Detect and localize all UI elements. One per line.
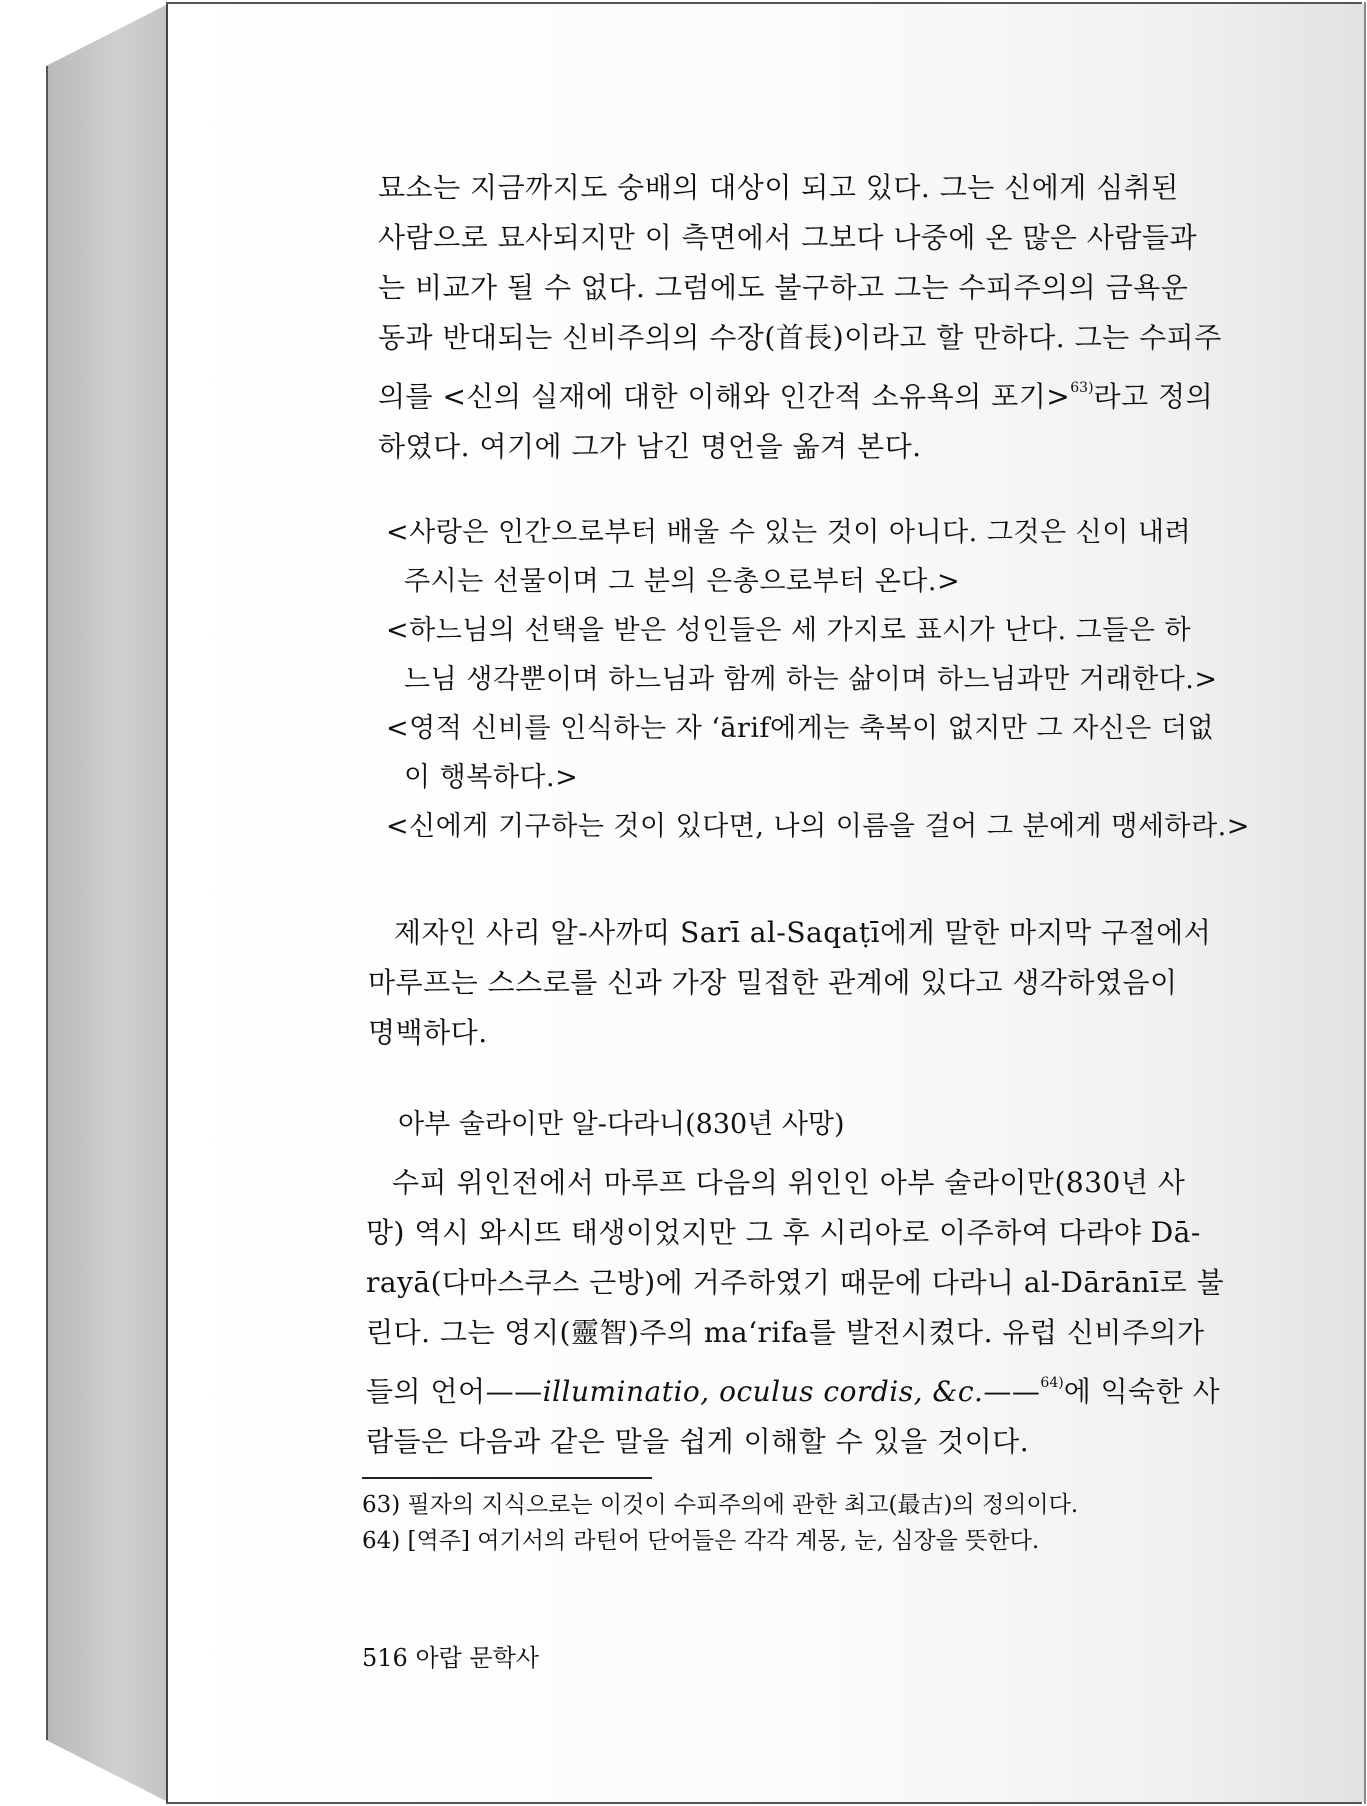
quote-line: 느님 생각뿐이며 하느님과 함께 하는 삶이며 하느님과만 거래한다.> [404, 664, 1218, 695]
paragraph-1-line: 묘소는 지금까지도 숭배의 대상이 되고 있다. 그는 신에게 심취된 [378, 171, 1179, 204]
book-spine-line [166, 4, 168, 1802]
page-footer [362, 1640, 539, 1676]
footnote-64: 64) [역주] 여기서의 라틴어 단어들은 각각 계몽, 눈, 심장을 뜻한다. [362, 1528, 1040, 1554]
quote-line: <영적 신비를 인식하는 자 ‘ārif에게는 축복이 없지만 그 자신은 더없 [386, 713, 1215, 744]
book-title: 아랍 문학사 [415, 1644, 540, 1672]
book-side-face [46, 4, 168, 1802]
quote-line: <하느님의 선택을 받은 성인들은 세 가지로 표시가 난다. 그들은 하 [386, 615, 1192, 646]
dash: —— [983, 1375, 1041, 1408]
footnote-ref-64[interactable]: 64) [1040, 1375, 1064, 1391]
paragraph-3-line: 린다. 그는 영지(靈智)주의 ma‘rifa를 발전시켰다. 유럽 신비주의가 [366, 1316, 1205, 1349]
book-side-edge [46, 66, 48, 1740]
page-number: 516 [362, 1644, 408, 1672]
line-text: 의를 <신의 실재에 대한 이해와 인간적 소유욕의 포기> [378, 380, 1071, 413]
paragraph-2 [368, 908, 1211, 1058]
quote-line: 주시는 선물이며 그 분의 은총으로부터 온다.> [404, 566, 961, 597]
quote-line: 이 행복하다.> [404, 762, 579, 793]
footnote-divider [362, 1477, 652, 1479]
line-text: 들의 언어—— [366, 1375, 543, 1408]
footnotes [362, 1487, 1078, 1559]
book-top-edge [166, 2, 1362, 4]
quote-line: <사랑은 인간으로부터 배울 수 있는 것이 아니다. 그것은 신이 내려 [386, 517, 1192, 548]
paragraph-1-line [378, 363, 1222, 422]
footnote-ref-63[interactable]: 63) [1070, 380, 1094, 396]
paragraph-3 [366, 1158, 1224, 1467]
paragraph-2-line: 명백하다. [368, 1016, 488, 1049]
paragraph-3-line [366, 1358, 1224, 1417]
line-text: 라고 정의 [1093, 380, 1214, 413]
quote-line: <신에게 기구하는 것이 있다면, 나의 이름을 걸어 그 분에게 맹세하라.> [386, 811, 1250, 842]
paragraph-2-line: 제자인 사리 알-사까띠 Sarī al-Saqaṭī에게 말한 마지막 구절에서 [394, 916, 1212, 949]
paragraph-3-line: rayā(다마스쿠스 근방)에 거주하였기 때문에 다라니 al-Dārānī로 불 [366, 1266, 1225, 1299]
section-heading: 아부 술라이만 알-다라니(830년 사망) [398, 1109, 845, 1140]
footnote-63: 63) 필자의 지식으로는 이것이 수피주의에 관한 최고(最古)의 정의이다. [362, 1492, 1079, 1518]
line-text: 에 익숙한 사 [1063, 1375, 1221, 1408]
paragraph-1-line: 사람으로 묘사되지만 이 측면에서 그보다 나중에 온 많은 사람들과 [378, 221, 1198, 254]
paragraph-3-line: 수피 위인전에서 마루프 다음의 위인인 아부 술라이만(830년 사 [392, 1166, 1186, 1199]
paragraph-1 [378, 163, 1222, 472]
book-right-edge [1364, 2, 1366, 1804]
paragraph-1-line: 동과 반대되는 신비주의의 수장(首長)이라고 할 만하다. 그는 수피주 [378, 321, 1222, 354]
latin-terms: illuminatio, oculus cordis, &c. [542, 1375, 984, 1408]
paragraph-3-line: 망) 역시 와시뜨 태생이었지만 그 후 시리아로 이주하여 다라야 Dā- [366, 1216, 1201, 1249]
paragraph-2-line: 마루프는 스스로를 신과 가장 밀접한 관계에 있다고 생각하였음이 [368, 966, 1178, 999]
paragraph-1-line: 는 비교가 될 수 없다. 그럼에도 불구하고 그는 수피주의의 금욕운 [378, 271, 1189, 304]
book-bottom-edge [166, 1802, 1362, 1804]
paragraph-1-line: 하였다. 여기에 그가 남긴 명언을 옮겨 본다. [378, 430, 922, 463]
quote-block [386, 508, 1250, 851]
paragraph-3-line: 람들은 다음과 같은 말을 쉽게 이해할 수 있을 것이다. [366, 1425, 1030, 1458]
